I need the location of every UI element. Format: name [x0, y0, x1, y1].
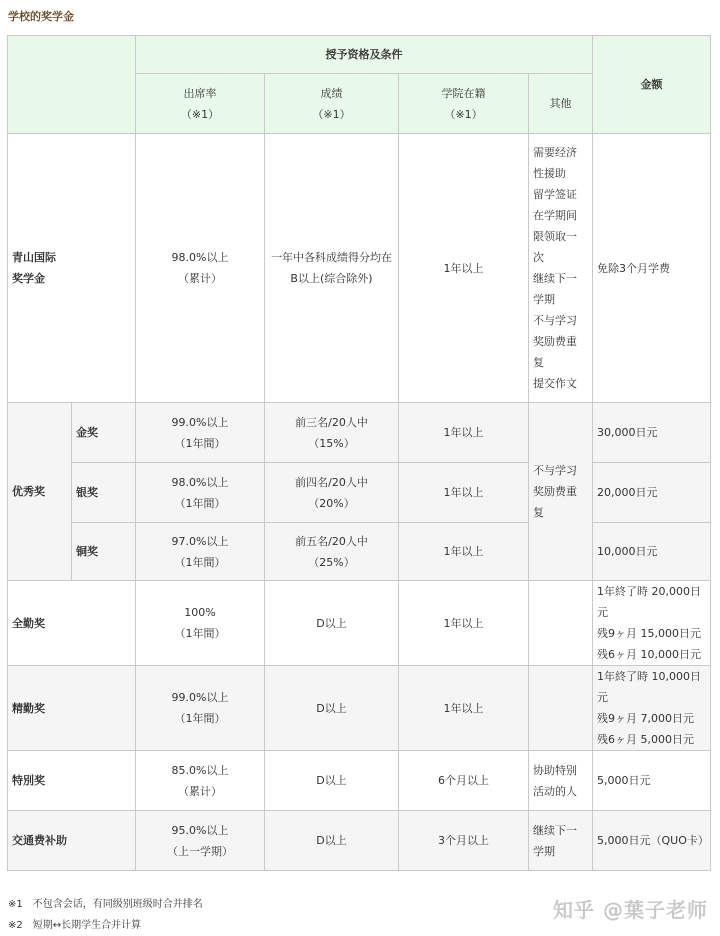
other-line: 留学签证	[533, 188, 577, 201]
cell-attendance	[136, 463, 265, 523]
footnote-1: ※1 不包含会话，有同级别班级时合并排名	[8, 899, 203, 910]
other-line: 协助特别	[533, 763, 577, 777]
cell-attendance	[136, 403, 265, 463]
row-name-transport: 交通费补助	[8, 811, 136, 871]
cell-enrollment: 6个月以上	[399, 751, 529, 811]
attendance-value: 98.0%以上	[171, 475, 229, 489]
cell-amount	[593, 581, 711, 666]
cell-enrollment: 3个月以上	[399, 811, 529, 871]
header-blank	[8, 36, 136, 134]
header-attendance-label: 出席率	[183, 86, 217, 100]
other-line: 提交作文	[533, 377, 577, 390]
cell-amount: 5,000日元（QUO卡）	[593, 811, 711, 871]
attendance-note: （1年間）	[174, 555, 226, 569]
table-row	[8, 403, 711, 463]
table-row	[8, 463, 711, 523]
grades-line1: 前四名/20人中	[295, 475, 368, 489]
page-title: 学校的奖学金	[8, 10, 74, 23]
scholarship-table	[7, 35, 711, 871]
attendance-value: 99.0%以上	[171, 691, 229, 704]
other-line: 不与学习	[533, 314, 577, 327]
attendance-value: 95.0%以上	[171, 823, 229, 837]
cell-attendance	[136, 751, 265, 811]
other-line: 不与学习	[533, 464, 577, 477]
row-name-perfect: 全勤奖	[8, 581, 136, 666]
attendance-value: 98.0%以上	[171, 251, 229, 264]
other-line: 奖励费重	[533, 485, 577, 498]
other-line: 在学期间	[533, 209, 577, 222]
attendance-value: 85.0%以上	[171, 763, 229, 777]
table-row	[8, 666, 711, 751]
attendance-note: （累计）	[178, 272, 222, 285]
cell-amount: 30,000日元	[593, 403, 711, 463]
attendance-note: （1年間）	[174, 712, 226, 725]
attendance-note: （1年間）	[174, 627, 226, 640]
cell-amount: 20,000日元	[593, 463, 711, 523]
grades-line2: （25%）	[308, 555, 355, 569]
other-line: 学期	[533, 293, 555, 306]
attendance-note: （累计）	[178, 784, 222, 798]
row-name-line1: 青山国际	[12, 251, 56, 264]
cell-attendance	[136, 581, 265, 666]
row-name-excellent: 优秀奖	[8, 403, 72, 581]
attendance-note: （1年間）	[174, 496, 226, 510]
table-row	[8, 134, 711, 403]
row-name-diligent: 精勤奖	[8, 666, 136, 751]
header-group: 授予资格及条件	[136, 36, 593, 74]
other-line: 活动的人	[533, 784, 577, 798]
cell-amount: 5,000日元	[593, 751, 711, 811]
grades-line1: 一年中各科成绩得分均在	[271, 251, 392, 264]
attendance-value: 99.0%以上	[171, 415, 229, 429]
other-line: 奖励费重	[533, 335, 577, 348]
cell-grades: D以上	[265, 666, 399, 751]
cell-other	[529, 134, 593, 403]
header-enrollment-note: （※1）	[444, 107, 483, 121]
cell-other	[529, 811, 593, 871]
table-row	[8, 523, 711, 581]
cell-grades: D以上	[265, 751, 399, 811]
other-line: 复	[533, 506, 544, 519]
row-name-special: 特別奖	[8, 751, 136, 811]
other-line: 学期	[533, 844, 555, 858]
other-line: 性援助	[533, 167, 566, 180]
amount-line: 残6ヶ月 5,000日元	[597, 733, 694, 746]
header-attendance	[136, 74, 265, 134]
cell-grades	[265, 403, 399, 463]
amount-line: 1年終了時 20,000日元	[597, 585, 701, 619]
cell-attendance	[136, 523, 265, 581]
cell-enrollment: 1年以上	[399, 666, 529, 751]
row-name-aoyama	[8, 134, 136, 403]
amount-line: 残6ヶ月 10,000日元	[597, 648, 701, 661]
table-row	[8, 751, 711, 811]
cell-grades	[265, 523, 399, 581]
cell-attendance	[136, 666, 265, 751]
cell-grades: D以上	[265, 581, 399, 666]
other-line: 继续下一	[533, 272, 577, 285]
sub-name: 银奖	[72, 463, 136, 523]
grades-line1: 前五名/20人中	[295, 534, 368, 548]
header-enrollment-label: 学院在籍	[441, 86, 486, 100]
cell-enrollment: 1年以上	[399, 581, 529, 666]
header-attendance-note: （※1）	[180, 107, 220, 121]
attendance-note: （上一学期）	[167, 844, 233, 858]
cell-grades: D以上	[265, 811, 399, 871]
cell-other	[529, 666, 593, 751]
cell-other	[529, 581, 593, 666]
other-line: 复	[533, 356, 544, 369]
amount-line: 残9ヶ月 15,000日元	[597, 627, 701, 640]
cell-enrollment: 1年以上	[399, 463, 529, 523]
cell-enrollment: 1年以上	[399, 403, 529, 463]
header-amount: 金额	[593, 36, 711, 134]
header-grades-note: （※1）	[312, 107, 351, 121]
cell-enrollment: 1年以上	[399, 134, 529, 403]
row-name-line2: 奖学金	[12, 272, 45, 285]
grades-line2: （20%）	[308, 496, 355, 510]
header-grades-label: 成绩	[320, 86, 343, 100]
cell-enrollment: 1年以上	[399, 523, 529, 581]
footnote-2: ※2 短期↔长期学生合并计算	[8, 920, 142, 931]
attendance-note: （1年間）	[174, 436, 226, 450]
amount-line: 残9ヶ月 7,000日元	[597, 712, 694, 725]
amount-line: 1年終了時 10,000日元	[597, 670, 701, 704]
header-other: 其他	[529, 74, 593, 134]
other-line: 继续下一	[533, 823, 577, 837]
grades-line2: B以上(综合除外)	[290, 272, 373, 285]
cell-amount: 10,000日元	[593, 523, 711, 581]
sub-name: 铜奖	[72, 523, 136, 581]
watermark: 知乎 @葉子老师	[553, 898, 708, 922]
other-line: 限领取一	[533, 230, 577, 243]
other-line: 次	[533, 251, 544, 264]
attendance-value: 97.0%以上	[171, 534, 229, 548]
header-enrollment	[399, 74, 529, 134]
header-grades	[265, 74, 399, 134]
attendance-value: 100%	[184, 606, 216, 619]
cell-attendance	[136, 134, 265, 403]
cell-other	[529, 751, 593, 811]
table-row	[8, 581, 711, 666]
sub-name: 金奖	[72, 403, 136, 463]
cell-grades	[265, 463, 399, 523]
cell-grades	[265, 134, 399, 403]
other-line: 需要经济	[533, 146, 577, 159]
grades-line1: 前三名/20人中	[295, 415, 368, 429]
cell-attendance	[136, 811, 265, 871]
cell-amount	[593, 666, 711, 751]
cell-other	[529, 403, 593, 581]
table-row	[8, 811, 711, 871]
grades-line2: （15%）	[308, 436, 355, 450]
cell-amount: 免除3个月学费	[593, 134, 711, 403]
